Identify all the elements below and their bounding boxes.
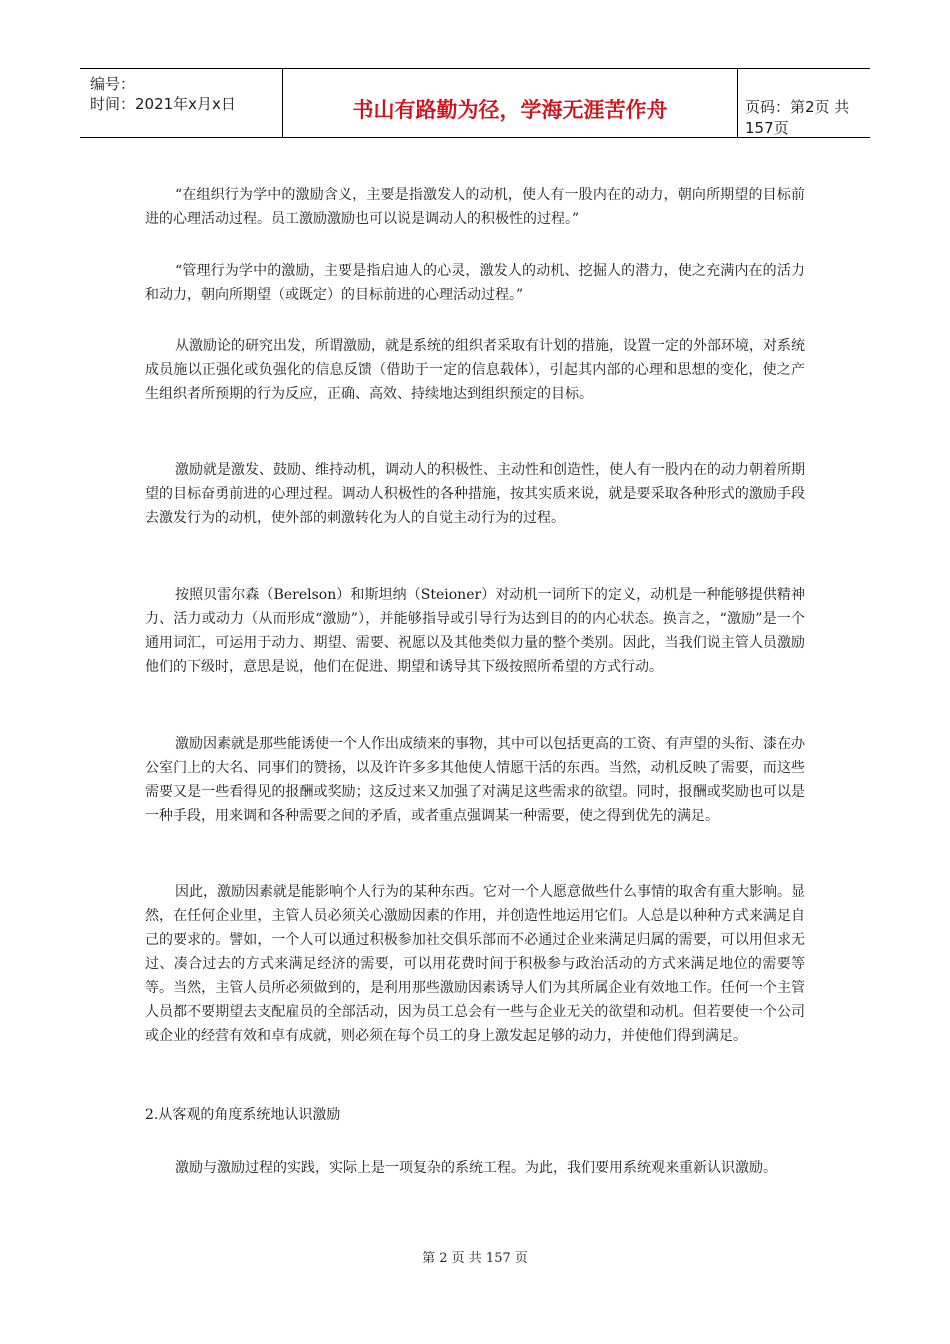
header-motto-cell bbox=[282, 69, 738, 137]
section-heading: 2.从客观的角度系统地认识激励 bbox=[145, 1107, 341, 1123]
header-page-cell bbox=[737, 69, 870, 137]
paragraph-2: “管理行为学中的激励，主要是指启迪人的心灵，激发人的动机、挖掘人的潜力，使之充满内在的活力和动力，朝向所期望（或既定）的目标前进的心理活动过程。” bbox=[145, 263, 805, 303]
paragraph-4: 激励就是激发、鼓励、维持动机，调动人的积极性、主动性和创造性，使人有一股内在的动力朝着所期望的目标奋勇前进的心理过程。调动人积极性的各种措施，按其实质来说，就是要采取各种形式的激励手段去激发行为的动机，使外部的刺激转化为人的自觉主动行为的过程。 bbox=[145, 462, 805, 526]
date-label: 时间：2021年x月x日 bbox=[90, 95, 236, 113]
paragraph-6: 激励因素就是那些能诱使一个人作出成绩来的事物，其中可以包括更高的工资、有声望的头衔、漆在办公室门上的大名、同事们的赞扬，以及许许多多其他使人情愿干活的东西。当然，动机反映了需要，而这些需要又是一些看得见的报酬或奖励；这反过来又加强了对满足这些需求的欲望。同时，报酬或奖励也可以是一种手段，用来调和各种需要之间的矛盾，或者重点强调某一种需要，使之得到优先的满足。 bbox=[145, 736, 805, 824]
serial-number-label: 编号： bbox=[90, 75, 136, 93]
paragraph-7: 因此，激励因素就是能影响个人行为的某种东西。它对一个人愿意做些什么事情的取舍有重大影响。显然，在任何企业里，主管人员必须关心激励因素的作用，并创造性地运用它们。人总是以种种方式来满足自己的要求的。譬如，一个人可以通过积极参加社交俱乐部而不必通过企业来满足归属的需要，可以用但求无过、凑合过去的方式来满足经济的需要，可以用花费时间于积极参与政治活动的方式来满足地位的需要等等。当然，主管人员所必须做到的，是利用那些激励因素诱导人们为其所属企业有效地工作。任何一个主管人员都不要期望去支配雇员的全部活动，因为员工总会有一些与企业无关的欲望和动机。但若要使一个公司或企业的经营有效和卓有成就，则必须在每个员工的身上激发起足够的动力，并使他们得到满足。 bbox=[145, 884, 805, 1044]
page-footer: 第 2 页 共 157 页 bbox=[422, 1251, 528, 1266]
paragraph-3: 从激励论的研究出发，所谓激励，就是系统的组织者采取有计划的措施，设置一定的外部环境，对系统成员施以正强化或负强化的信息反馈（借助于一定的信息载体），引起其内部的心理和思想的变化，使之产生组织者所预期的行为反应，正确、高效、持续地达到组织预定的目标。 bbox=[145, 338, 805, 402]
page-info: 页码：第2页 共157页 bbox=[745, 98, 850, 137]
document-header bbox=[80, 68, 870, 138]
motto: 书山有路勤为径，学海无涯苦作舟 bbox=[352, 98, 668, 122]
paragraph-1: “在组织行为学中的激励含义，主要是指激发人的动机，使人有一股内在的动力，朝向所期望的目标前进的心理活动过程。员工激励激励也可以说是调动人的积极性的过程。” bbox=[145, 187, 805, 227]
paragraph-5: 按照贝雷尔森（Berelson）和斯坦纳（Steioner）对动机一词所下的定义，动机是一种能够提供精神力、活力或动力（从而形成“激励”），并能够指导或引导行为达到目的的内心状态。换言之，“激励”是一个通用词汇，可运用于动力、期望、需要、祝愿以及其他类似力量的整个类别。因此，当我们说主管人员激励他们的下级时，意思是说，他们在促进、期望和诱导其下级按照所希望的方式行动。 bbox=[145, 587, 805, 675]
header-meta-cell bbox=[80, 69, 282, 137]
closing-paragraph: 激励与激励过程的实践，实际上是一项复杂的系统工程。为此，我们要用系统观来重新认识激励。 bbox=[175, 1160, 777, 1176]
